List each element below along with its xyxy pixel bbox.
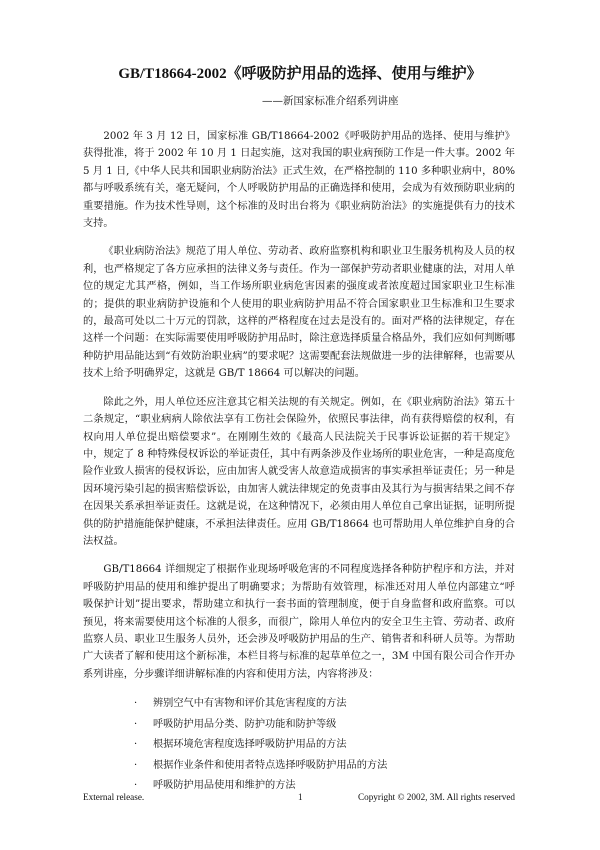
list-item-text: 根据作业条件和使用者特点选择呼吸防护用品的方法 [153, 759, 388, 771]
list-item-text: 呼吸防护用品分类、防护功能和防护等级 [153, 718, 337, 730]
copyright-notice: Copyright © 2002, 3M. All rights reserved [357, 792, 515, 802]
bullet-icon: · [134, 698, 138, 710]
document-body [83, 128, 515, 797]
bullet-icon: · [134, 759, 138, 771]
paragraph: 2002 年 3 月 12 日，国家标准 GB/T18664-2002《呼吸防护用品的选择、使用与维护》获得批准，将于 2002 年 10 月 1 日起实施，这对我国的职业病预防工作是一件大事。2002 年 5 月 1 日,《中华人民共和国职业病防治法》正式生效，在严格控制的 110 多种职业病中，80%都与呼吸系统有关，毫无疑问，个人呼吸防护用品的正确选择和使用，会成为有效预防职业病的重要措施。作为技术性导则，这个标准的及时出台将为《职业病防治法》的实施提供有力的技术支持。 [83, 131, 515, 230]
footer-release-note: External release. [83, 792, 145, 802]
paragraph: GB/T18664 详细规定了根据作业现场呼吸危害的不同程度选择各种防护程序和方法，并对呼吸防护用品的使用和维护提出了明确要求；为帮助有效管理，标准还对用人单位内部建立“呼吸保护计划”提出要求，帮助建立和执行一套书面的管理制度，便于自身监督和政府监察。可以预见，将来需要使用这个标准的人很多，而很广，除用人单位内的安全卫生主管、劳动者、政府监察人员、职业卫生服务人员外，还会涉及呼吸防护用品的生产、销售者和科研人员等。为帮助广大读者了解和使用这个新标准，本栏目将与标准的起草单位之一，3M 中国有限公司合作开办系列讲座，分步骤详细讲解标准的内容和使用方法，内容将涉及： [83, 564, 515, 680]
list-item-text: 辨别空气中有害物和评价其危害程度的方法 [153, 698, 347, 710]
list-item-text: 呼吸防护用品使用和维护的方法 [153, 780, 296, 792]
paragraph: 《职业病防治法》规范了用人单位、劳动者、政府监察机构和职业卫生服务机构及人员的权利，也严格规定了各方应承担的法律义务与责任。作为一部保护劳动者职业健康的法，对用人单位的规定尤其严格，例如，当工作场所职业病危害因素的强度或者浓度超过国家职业卫生标准的；提供的职业病防护设施和个人使用的职业病防护用品不符合国家职业卫生标准和卫生要求的，最高可处以二十万元的罚款，这样的严格程度在过去是没有的。面对严格的法律规定，存在这样一个问题：在实际需要使用呼吸防护用品时，除注意选择质量合格品外，我们应如何判断哪种防护用品能达到“有效防治职业病”的要求呢？这需要配套法规做进一步的法律解释，也需要从技术上给予明确界定，这就是 GB/T 18664 可以解决的问题。 [83, 246, 515, 380]
bullet-icon: · [134, 718, 138, 730]
topic-list [83, 694, 515, 797]
paragraph: 除此之外，用人单位还应注意其它相关法规的有关规定。例如，在《职业病防治法》第五十二条规定，“职业病病人除依法享有工伤社会保险外，依照民事法律，尚有获得赔偿的权利，有权向用人单位提出赔偿要求”。在刚刚生效的《最高人民法院关于民事诉讼证据的若干规定》中，规定了 8 种特殊侵权诉讼的举证责任，其中有两条涉及作业场所的职业危害，一种是高度危险作业致人损害的侵权诉讼，应由加害人就受害人故意造成损害的事实承担举证责任；另一种是因环境污染引起的损害赔偿诉讼，由加害人就法律规定的免责事由及其行为与损害结果之间不存在因果关系承担举证责任。这就是说，在这种情况下，必须由用人单位自己拿出证据，证明所提供的防护措施能保护健康，不承担法律责任。应用 GB/T18664 也可帮助用人单位维护自身的合法权益。 [83, 396, 515, 547]
page-number: 1 [298, 792, 303, 802]
list-item [83, 756, 515, 777]
list-item [83, 715, 515, 736]
document-subtitle: ——新国家标准介绍系列讲座 [262, 95, 399, 107]
bullet-icon: · [134, 739, 138, 751]
page-footer [83, 792, 515, 808]
bullet-icon: · [134, 780, 138, 792]
list-item-text: 根据环境危害程度选择呼吸防护用品的方法 [153, 739, 347, 751]
list-item [83, 694, 515, 715]
document-title: GB/T18664-2002《呼吸防护用品的选择、使用与维护》 [118, 66, 482, 82]
list-item [83, 735, 515, 756]
